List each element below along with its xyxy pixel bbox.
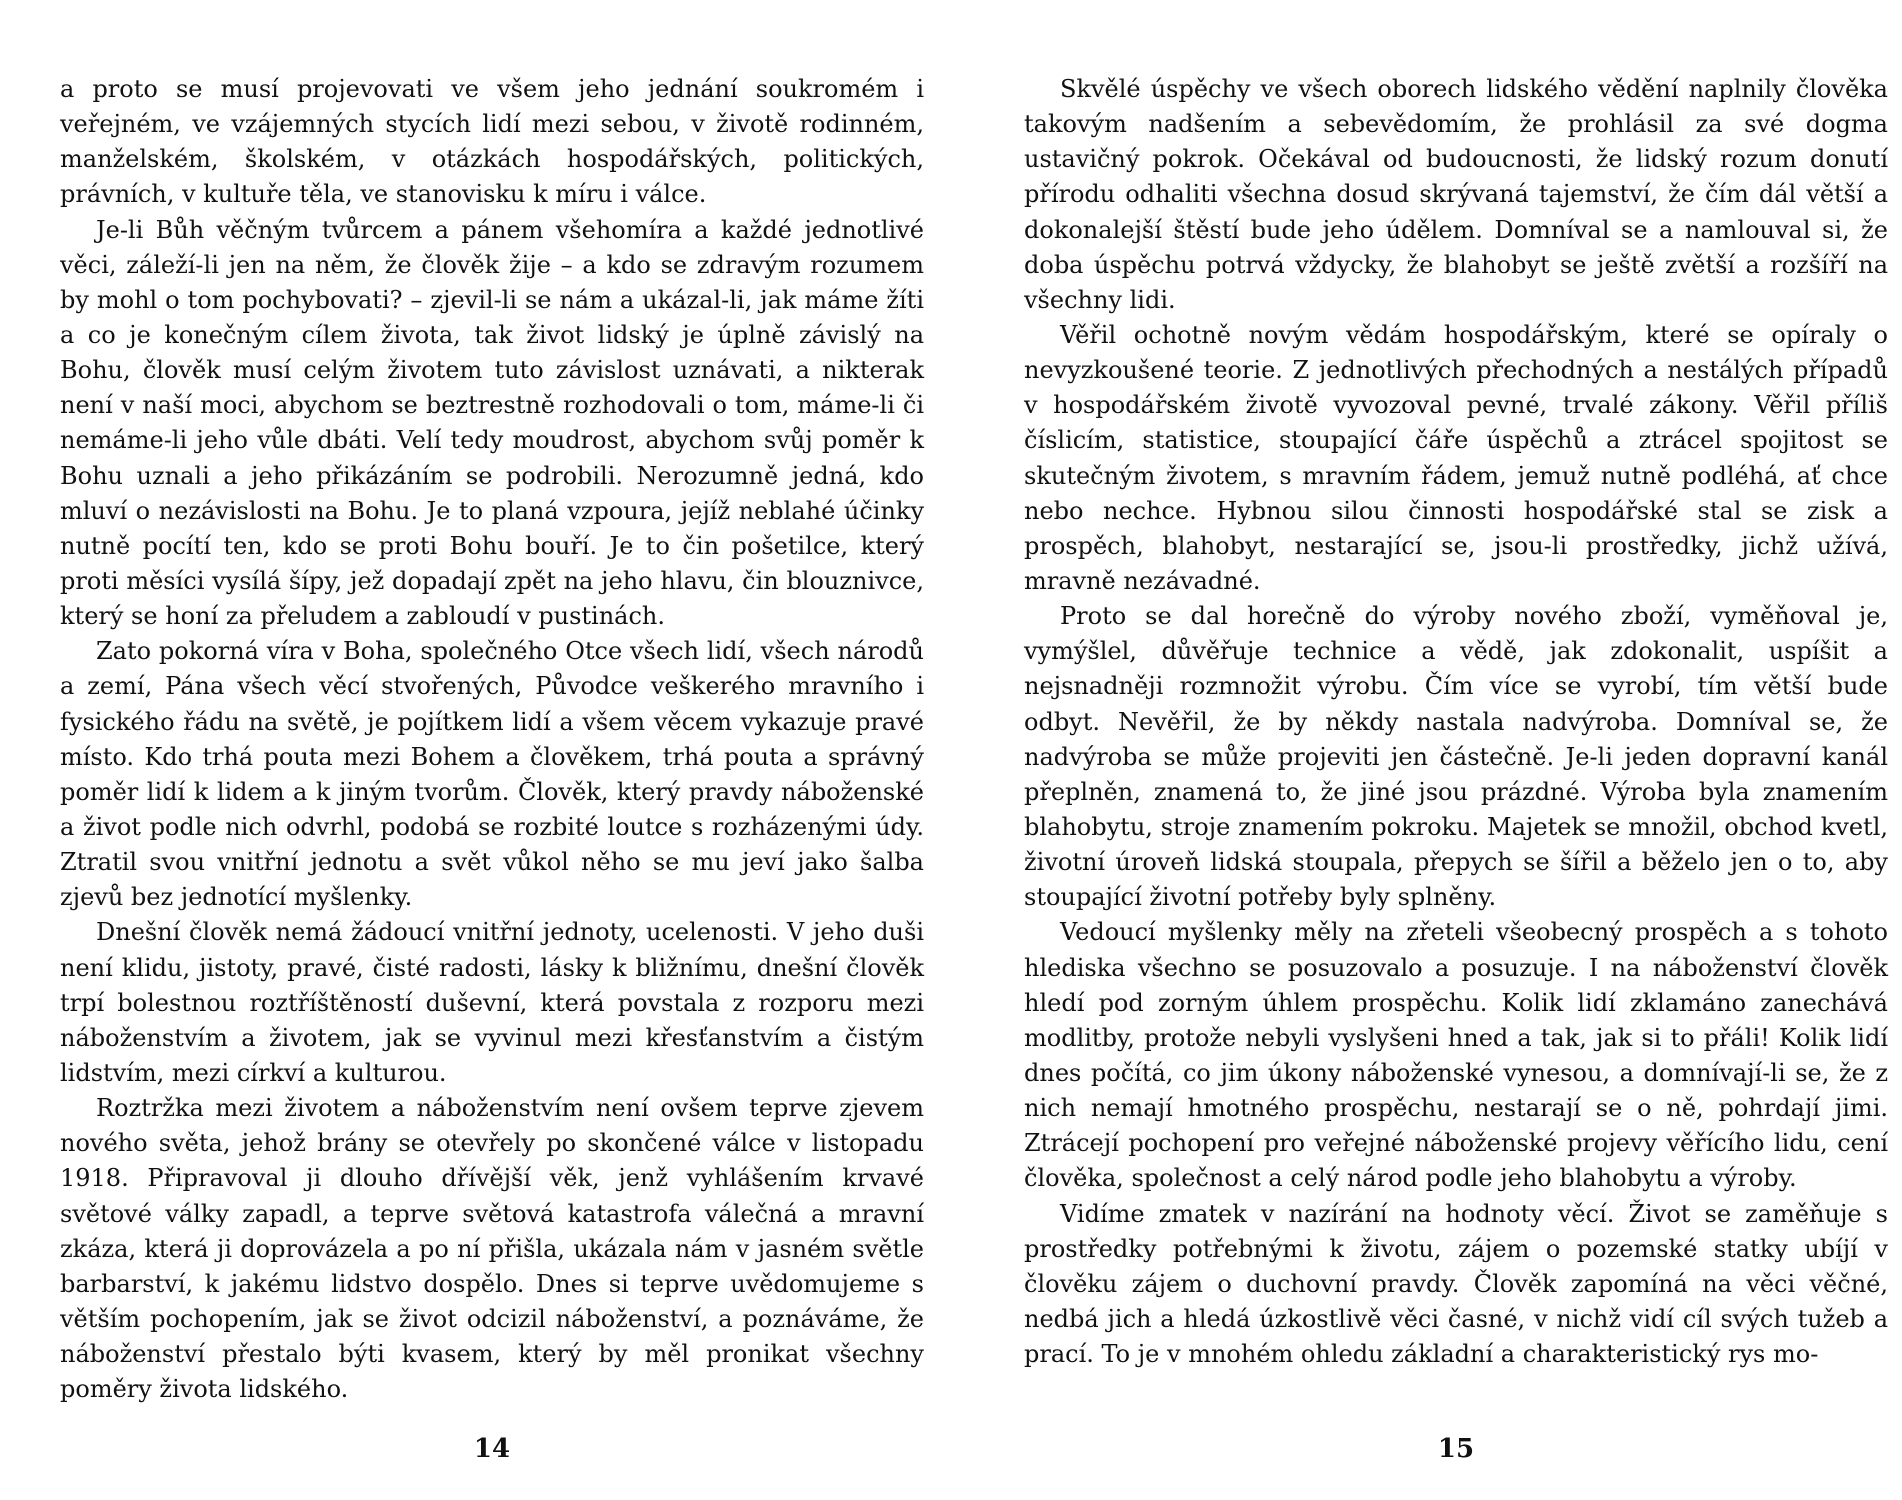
left-page-text xyxy=(60,72,924,1407)
paragraph: Vidíme zmatek v nazírání na hodnoty věcí. Život se zaměňuje s prostředky potřebnými k životu, zájem o pozemské statky ubíjí v člověku zájem o duchovní pravdy. Člověk zapomíná na věci věčné, nedbá jich a hledá úzkostlivě věci časné, v nichž vidí cíl svých tužeb a prací. To je v mnohém ohledu základní a charakteristický rys mo- xyxy=(1024,1199,1888,1369)
right-page xyxy=(1024,72,1888,1492)
paragraph: Zato pokorná víra v Boha, společného Otce všech lidí, všech národů a zemí, Pána všech věcí stvořených, Původce veškerého mravního i fysického řádu na světě, je pojítkem lidí a všem věcem vykazuje pravé místo. Kdo trhá pouta mezi Bohem a člověkem, trhá pouta a správný poměr lidí k lidem a k jiným tvorům. Člověk, který pravdy náboženské a život podle nich odvrhl, podobá se rozbité loutce s rozházenými údy. Ztratil svou vnitřní jednotu a svět vůkol něho se mu jeví jako šalba zjevů bez jednotící myšlenky. xyxy=(60,637,924,912)
page-number: 14 xyxy=(473,1434,511,1464)
left-page xyxy=(60,72,924,1492)
paragraph: Je-li Bůh věčným tvůrcem a pánem všehomíra a každé jednotlivé věci, záleží-li jen na něm, že člověk žije – a kdo se zdravým rozumem by mohl o tom pochybovati? – zjevil-li se nám a ukázal-li, jak máme žíti a co je konečným cílem života, tak život lidský je úplně závislý na Bohu, člověk musí celým životem tuto závislost uznávati, a nikterak není v naší moci, abychom se beztrestně rozhodovali o tom, máme-li či nemáme-li jeho vůle dbáti. Velí tedy moudrost, abychom svůj poměr k Bohu uznali a jeho přikázáním se podrobili. Nerozumně jedná, kdo mluví o nezávislosti na Bohu. Je to planá vzpoura, jejíž neblahé účinky nutně pocítí ten, kdo se proti Bohu bouří. Je to čin pošetilce, který proti měsíci vysílá šípy, jež dopadají zpět na jeho hlavu, čin blouznivce, který se honí za přeludem a zabloudí v pustinách. xyxy=(60,215,924,631)
paragraph: Proto se dal horečně do výroby nového zboží, vyměňoval je, vymýšlel, důvěřuje technice a vědě, jak zdokonalit, uspíšit a nejsnadněji rozmnožit výrobu. Čím více se vyrobí, tím větší bude odbyt. Nevěřil, že by někdy nastala nadvýroba. Domníval se, že nadvýroba se může projeviti jen částečně. Je-li jeden dopravní kanál přeplněn, znamená to, že jiné jsou prázdné. Výroba byla znamením blahobytu, stroje znamením pokroku. Majetek se množil, obchod kvetl, životní úroveň lidská stoupala, přepych se šířil a běželo jen o to, aby stoupající životní potřeby byly splněny. xyxy=(1024,602,1888,912)
paragraph: a proto se musí projevovati ve všem jeho jednání soukromém i veřejném, ve vzájemných stycích lidí mezi sebou, v životě rodinném, manželském, školském, v otázkách hospodářských, politických, právních, v kultuře těla, ve stanovisku k míru i válce. xyxy=(60,75,924,209)
page-number: 15 xyxy=(1437,1434,1475,1464)
right-page-text xyxy=(1024,72,1888,1372)
paragraph: Dnešní člověk nemá žádoucí vnitřní jednoty, ucelenosti. V jeho duši není klidu, jistoty, pravé, čisté radosti, lásky k bližnímu, dnešní člověk trpí bolestnou roztříštěností duševní, která povstala z rozporu mezi náboženstvím a životem, jak se vyvinul mezi křesťanstvím a čistým lidstvím, mezi církví a kulturou. xyxy=(60,918,924,1087)
paragraph: Vedoucí myšlenky měly na zřeteli všeobecný prospěch a s tohoto hlediska všechno se posuzovalo a posuzuje. I na náboženství člověk hledí pod zorným úhlem prospěchu. Kolik lidí zklamáno zanechává modlitby, protože nebyli vyslyšeni hned a tak, jak si to přáli! Kolik lidí dnes počítá, co jim úkony náboženské vynesou, a domnívají-li se, že z nich nemají hmotného prospěchu, nestarají se o ně, pohrdají jimi. Ztrácejí pochopení pro veřejné náboženské projevy věřícího lidu, cení člověka, společnost a celý národ podle jeho blahobytu a výroby. xyxy=(1024,918,1888,1193)
paragraph: Roztržka mezi životem a náboženstvím není ovšem teprve zjevem nového světa, jehož brány se otevřely po skončené válce v listopadu 1918. Připravoval ji dlouho dřívější věk, jenž vyhlášením krvavé světové války zapadl, a teprve světová katastrofa válečná a mravní zkáza, která ji doprovázela a po ní přišla, ukázala nám v jasném světle barbarství, k jakému lidstvo dospělo. Dnes si teprve uvědomujeme s větším pochopením, jak se život odcizil náboženství, a poznáváme, že náboženství přestalo býti kvasem, který by měl pronikat všechny poměry života lidského. xyxy=(60,1094,924,1404)
paragraph: Věřil ochotně novým vědám hospodářským, které se opíraly o nevyzkoušené teorie. Z jednotlivých přechodných a nestálých případů v hospodářském životě vyvozoval pevné, trvalé zákony. Věřil příliš číslicím, statistice, stoupající čáře úspěchů a ztrácel spojitost se skutečným životem, s mravním řádem, jemuž nutně podléhá, ať chce nebo nechce. Hybnou silou činnosti hospodářské stal se zisk a prospěch, blahobyt, nestarající se, jsou-li prostředky, jichž užívá, mravně nezávadné. xyxy=(1024,320,1888,595)
paragraph: Skvělé úspěchy ve všech oborech lidského vědění naplnily člověka takovým nadšením a sebevědomím, že prohlásil za své dogma ustavičný pokrok. Očekával od budoucnosti, že lidský rozum donutí přírodu odhaliti všechna dosud skrývaná tajemství, že čím dál větší a dokonalejší štěstí bude jeho údělem. Domníval se a namlouval si, že doba úspěchu potrvá vždycky, že blahobyt se ještě zvětší a rozšíří na všechny lidi. xyxy=(1024,75,1888,314)
